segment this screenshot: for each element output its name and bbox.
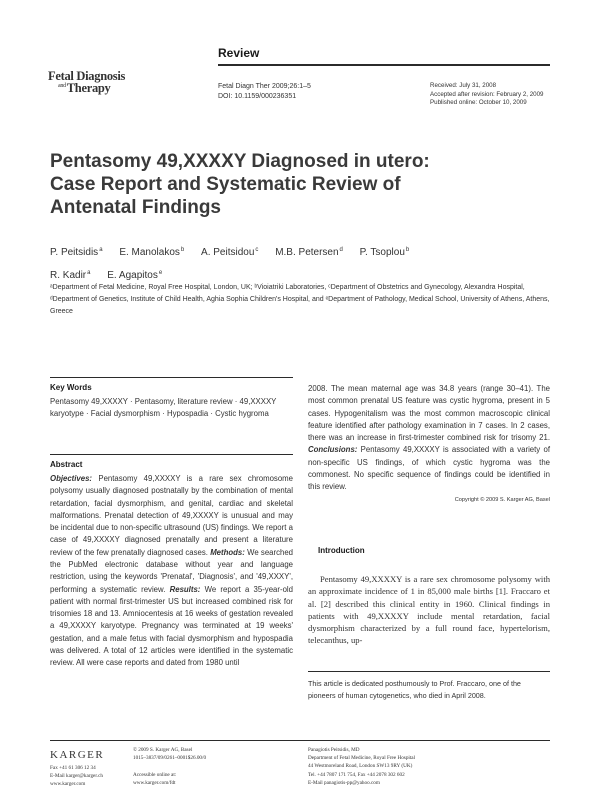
keywords-text: Pentasomy 49,XXXXY · Pentasomy, literature review · 49,XXXXY karyotype · Facial dysmorphism · Hypospadia · Cystic hygroma [50, 397, 277, 419]
citation-doi: DOI: 10.1159/000236351 [218, 93, 297, 100]
date-published: Published online: October 10, 2009 [430, 99, 527, 107]
author: P. Tsoplou$^b$ [359, 247, 410, 258]
correspondence-email[interactable]: E-Mail panagiotis-pp@yahoo.com [308, 779, 380, 786]
accessible-online-label: Accessible online at: [133, 771, 177, 778]
dedication-note: This article is dedicated posthumously to Prof. Fraccaro, one of the pioneers of human cytogenetics, who died in April 2008. [308, 679, 521, 700]
publisher-info [133, 746, 206, 787]
journal-logo [48, 71, 125, 93]
author: M.B. Petersen$^d$ [275, 247, 343, 258]
copyright-notice: Copyright © 2009 S. Karger AG, Basel [454, 497, 550, 503]
contact-email[interactable]: E-Mail karger@karger.ch [50, 773, 103, 780]
author: E. Agapitos$^e$ [107, 270, 163, 281]
citation [218, 82, 311, 102]
date-accepted: Accepted after revision: February 2, 2009 [430, 90, 544, 98]
objectives-label: Objectives: [50, 474, 93, 483]
keywords-heading: Key Words [50, 383, 92, 392]
introduction-heading: Introduction [318, 546, 365, 555]
contact-website[interactable]: www.karger.com [50, 781, 86, 788]
journal-logo-line2: $^{and}$Therapy [58, 81, 111, 95]
abstract-text [50, 473, 293, 670]
section-label: Review [218, 46, 260, 60]
article-title: Pentasomy 49,XXXXY Diagnosed in utero: Case Report and Systematic Review of Antenatal Findings [50, 151, 430, 218]
publisher-logo: KARGER [50, 749, 105, 761]
author: E. Manolakos$^b$ [119, 247, 185, 258]
correspondence-name: Panagiotis Peitsidis, MD [308, 747, 360, 753]
results-text: We report a 35-year-old patient with normal first-trimester US but increased combined risk for trisomies 18 and 13. Amniocentesis at 16 weeks of gestation revealed a 49,XXXXY karyotype. Pregnancy was terminated at 19 weeks' gestation, and a male fetus with facial dysmorphism and hypospadia was delivered. A total of 12 articles were identified in the systematic review. All were case reports and dated from 1980 until [50, 584, 293, 668]
publisher-issn: 1015–3837/09/0261–0001$26.00/0 [133, 755, 207, 762]
header-rule [218, 64, 550, 66]
abstract-heading: Abstract [50, 460, 83, 469]
affiliations: ᵃDepartment of Fetal Medicine, Royal Free Hospital, London, UK; ᵇVioiatriki Laboratories, ᶜDepartment of Obstetrics and Gynecology, Alexandra Hospital, ᵈDepartment of Genetics, Institute of Child Health, Aghia Sophia Children's Hospital, and ᵉDepartment of Pathology, Medical School, University of Athens, Athens, Greece [50, 284, 550, 315]
correspondence-dept: Department of Fetal Medicine, Royal Free Hospital [308, 755, 416, 762]
results-label: Results: [169, 584, 201, 594]
introduction-text: Pentasomy 49,XXXXY is a rare sex chromosome polysomy with an approximate incidence of 1 in 85,000 male births [1]. Fraccaro et al. [2] described this clinical entity in 1960. Clinical findings in patients with 49,XXXXY include mental retardation, facial dysmorphism characterized by a full round face, hypertelorism, telecanthus, up- [308, 574, 550, 646]
journal-logo-line1: Fetal Diagnosis [48, 69, 126, 83]
citation-journal: Fetal Diagn Ther 2009;26:1–5 [218, 83, 311, 90]
contact-fax: Fax +41 61 306 12 34 [50, 765, 96, 771]
author: P. Peitsidis$^a$ [50, 247, 103, 258]
abstract-rule [50, 454, 293, 455]
publisher-contact [50, 764, 103, 789]
article-dates [430, 82, 544, 108]
abstract-continued [308, 383, 550, 494]
author-list [50, 240, 570, 286]
objectives-text: Pentasomy 49,XXXXY is a rare sex chromosome polysomy usually diagnosed postnatally by the combination of mental retardation, facial dysmorphism, and genital, cardiac and skeletal malformations. Prenatal detection of 49,XXXXY is unusual and may be incidental due to non-specific ultrasound (US) findings. We report a case of 49,XXXXY diagnosed prenatally and present a literature review of the few prenatally diagnosed cases. [50, 474, 293, 557]
conclusions-label: Conclusions: [308, 445, 358, 455]
footer-rule [50, 740, 550, 741]
abstract-continued-text: 2008. The mean maternal age was 34.8 years (range 30–41). The most common prenatal US feature was cystic hygroma, present in 5 cases. Hypogenitalism was the most common macroscopic clinical feature identified after pathology examination in 7 cases. In 2 cases, there was an increase in first-trimester combined risk for trisomy 21. [308, 384, 550, 443]
methods-label: Methods: [210, 547, 245, 557]
correspondence-phone: Tel. +44 7807 171 754, Fax +44 2078 302 602 [308, 771, 405, 778]
keywords-rule [50, 377, 293, 378]
author: A. Peitsidou$^c$ [201, 247, 259, 258]
methods-text: We searched the PubMed electronic database without year and language restriction, using the keywords 'Prenatal', 'Diagnosis', and '49,XXXY', performing a systematic review. [50, 547, 293, 594]
conclusions-text: Pentasomy 49,XXXXY is associated with a variety of non-specific US findings, of which cystic hygroma was the commonest. No specific sequence of findings could be identified in this review. [308, 445, 550, 492]
correspondence-street: 44 Westmoreland Road, London SW13 9RY (UK) [308, 763, 413, 770]
dedication-rule [308, 671, 550, 672]
author: R. Kadir$^a$ [50, 270, 91, 281]
correspondence-address [308, 746, 415, 787]
journal-url[interactable]: www.karger.com/fdt [133, 779, 176, 786]
publisher-copyright: © 2009 S. Karger AG, Basel [133, 747, 193, 753]
date-received: Received: July 31, 2008 [430, 82, 497, 89]
